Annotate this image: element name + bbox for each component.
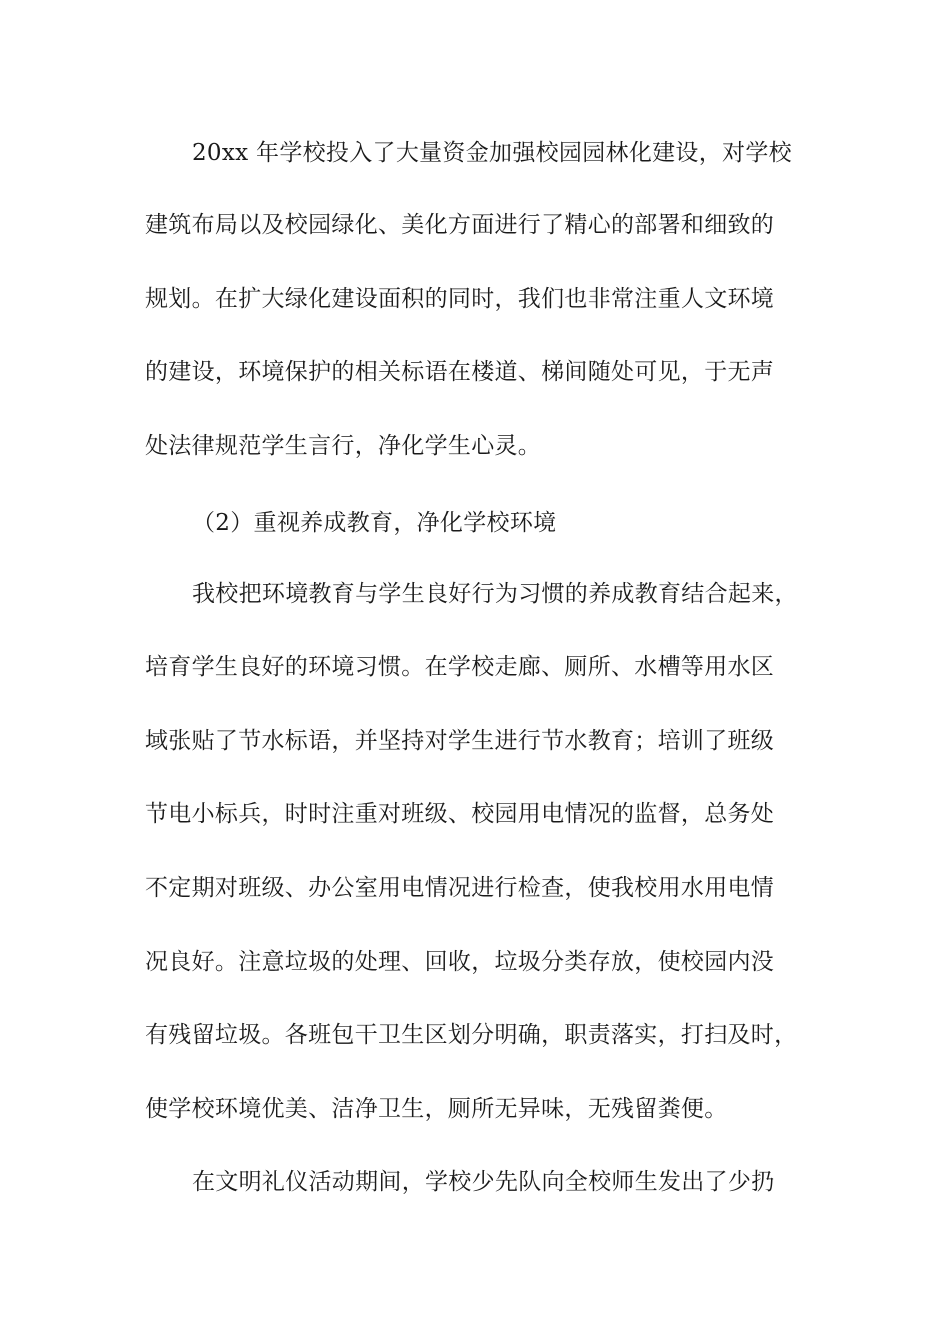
paragraph-2-line-3: 域张贴了节水标语，并坚持对学生进行节水教育；培训了班级: [145, 728, 775, 754]
paragraph-2-line-7: 有残留垃圾。各班包干卫生区划分明确，职责落实，打扫及时，: [145, 1022, 798, 1048]
paragraph-2-line-2: 培育学生良好的环境习惯。在学校走廊、厕所、水槽等用水区: [145, 654, 775, 680]
paragraph-2-line-6: 况良好。注意垃圾的处理、回收，垃圾分类存放，使校园内没: [145, 949, 775, 975]
paragraph-1-line-5: 处法律规范学生言行，净化学生心灵。: [145, 433, 542, 459]
paragraph-1-line-3: 规划。在扩大绿化建设面积的同时，我们也非常注重人文环境: [145, 286, 775, 312]
section-heading: （2）重视养成教育，净化学校环境: [192, 510, 557, 536]
paragraph-2-line-1: 我校把环境教育与学生良好行为习惯的养成教育结合起来，: [192, 581, 798, 607]
paragraph-1-line-4: 的建设，环境保护的相关标语在楼道、梯间随处可见，于无声: [145, 359, 775, 385]
paragraph-2-line-8: 使学校环境优美、洁净卫生，厕所无异味，无残留粪便。: [145, 1096, 728, 1122]
paragraph-3-line-1: 在文明礼仪活动期间，学校少先队向全校师生发出了少扔: [192, 1169, 775, 1195]
paragraph-1-line-2: 建筑布局以及校园绿化、美化方面进行了精心的部署和细致的: [145, 212, 775, 238]
paragraph-2-line-5: 不定期对班级、办公室用电情况进行检查，使我校用水用电情: [145, 875, 775, 901]
paragraph-1-line-1: 20xx 年学校投入了大量资金加强校园园林化建设，对学校: [192, 140, 792, 166]
paragraph-2-line-4: 节电小标兵，时时注重对班级、校园用电情况的监督，总务处: [145, 801, 775, 827]
